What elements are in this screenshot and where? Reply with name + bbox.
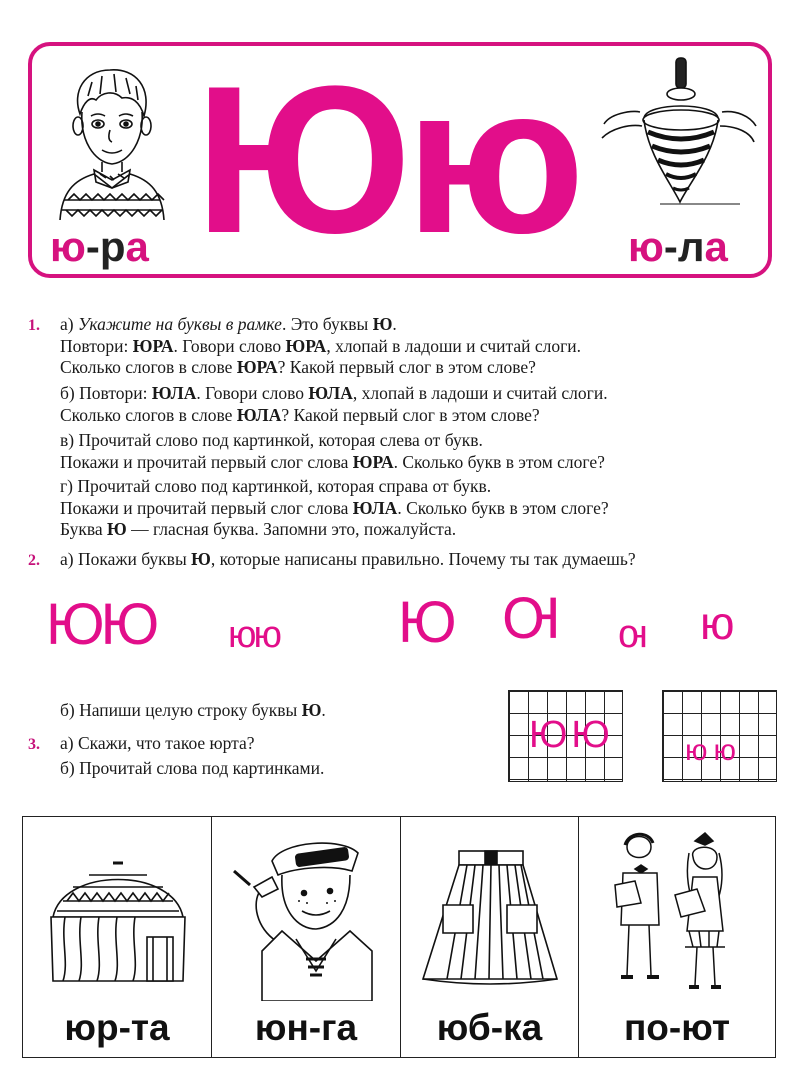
sample-letter-3: Ю <box>398 590 457 655</box>
exercise-2-a: а) Покажи буквы Ю, которые написаны правильно. Почему ты так думаешь? <box>60 549 636 569</box>
sample-letter-1: ЮЮ <box>46 592 156 657</box>
exercise-1-b-line1: б) Повтори: ЮЛА. Говори слово ЮЛА, хлопай в ладоши и считай слоги. <box>60 383 608 403</box>
card-word-yurta: юр-та <box>64 1007 170 1048</box>
word-yura <box>50 222 149 272</box>
card-word-yubka: юб-ка <box>436 1007 543 1048</box>
card-yunga[interactable] <box>212 817 401 1057</box>
grid-uppercase[interactable] <box>508 690 623 782</box>
exercise-1-a <box>60 314 760 379</box>
exercise-2-b: б) Напиши целую строку буквы Ю. <box>60 700 326 720</box>
sailor-boy-icon <box>232 831 382 1001</box>
exercise-1-d-line3: Буква Ю — гласная буква. Запомни это, пожалуйста. <box>60 519 457 539</box>
exercise-3-b: б) Прочитай слова под картинками. <box>60 758 325 778</box>
sample-letter-5: ю <box>618 612 648 656</box>
sample-letter-4: Ю <box>502 586 561 651</box>
word-yula-rest: -л <box>663 223 705 270</box>
exercise-1-a-line2: Повтори: ЮРА. Говори слово ЮРА, хлопай в ладоши и считай слоги. <box>60 335 582 356</box>
exercise-1-a-line3: Сколько слогов в слове ЮРА? Какой первый слог в этом слове? <box>60 357 536 377</box>
skirt-icon <box>417 847 563 997</box>
spinning-top-icon <box>600 54 760 212</box>
exercise-1-d-line2: Покажи и прочитай первый слог слова ЮЛА. Сколько букв в этом слоге? <box>60 497 609 518</box>
sample-letter-2: юю <box>228 614 279 656</box>
exercise-1-b-line2: Сколько слогов в слове ЮЛА? Какой первый слог в этом слове? <box>60 404 540 425</box>
grid-uppercase-letters: ЮЮ <box>529 714 614 756</box>
card-word-yunga: юн-га <box>254 1007 358 1048</box>
picture-cards <box>22 816 776 1058</box>
word-yura-last-letter: а <box>125 223 149 270</box>
word-yura-rest: -р <box>85 223 126 270</box>
word-yula-first-letter: ю <box>628 223 664 270</box>
big-letters: Юю <box>195 42 579 277</box>
card-yubka[interactable] <box>401 817 579 1057</box>
exercise-1-number: 1. <box>28 317 40 334</box>
exercise-1-c-line1: в) Прочитай слово под картинкой, которая слева от букв. <box>60 430 483 450</box>
exercise-2-number: 2. <box>28 552 40 569</box>
word-yura-first-letter: ю <box>50 223 86 270</box>
word-yula <box>628 222 728 272</box>
exercise-1-b <box>60 383 760 426</box>
grid-lowercase-letters: юю <box>685 734 742 767</box>
word-yula-last-letter: а <box>704 223 728 270</box>
exercise-1-c <box>60 430 760 473</box>
card-word-poyut: по-ют <box>623 1007 731 1048</box>
singing-children-icon <box>605 825 755 1005</box>
exercise-1-d <box>60 476 760 541</box>
exercise-3-a: а) Скажи, что такое юрта? <box>60 733 255 753</box>
boy-portrait-icon <box>52 62 172 220</box>
sample-letter-6: ю <box>700 597 735 649</box>
card-yurta[interactable] <box>23 817 212 1057</box>
exercise-1-c-line2: Покажи и прочитай первый слог слова ЮРА. Сколько букв в этом слоге? <box>60 451 605 472</box>
card-poyut[interactable] <box>579 817 775 1057</box>
exercise-1-d-line1: г) Прочитай слово под картинкой, которая справа от букв. <box>60 476 492 496</box>
grid-lowercase[interactable] <box>662 690 777 782</box>
yurt-icon <box>43 845 193 995</box>
exercise-1-a-line1: а) Укажите на буквы в рамке. Это буквы Ю. <box>60 314 397 334</box>
exercise-3-number: 3. <box>28 736 40 753</box>
